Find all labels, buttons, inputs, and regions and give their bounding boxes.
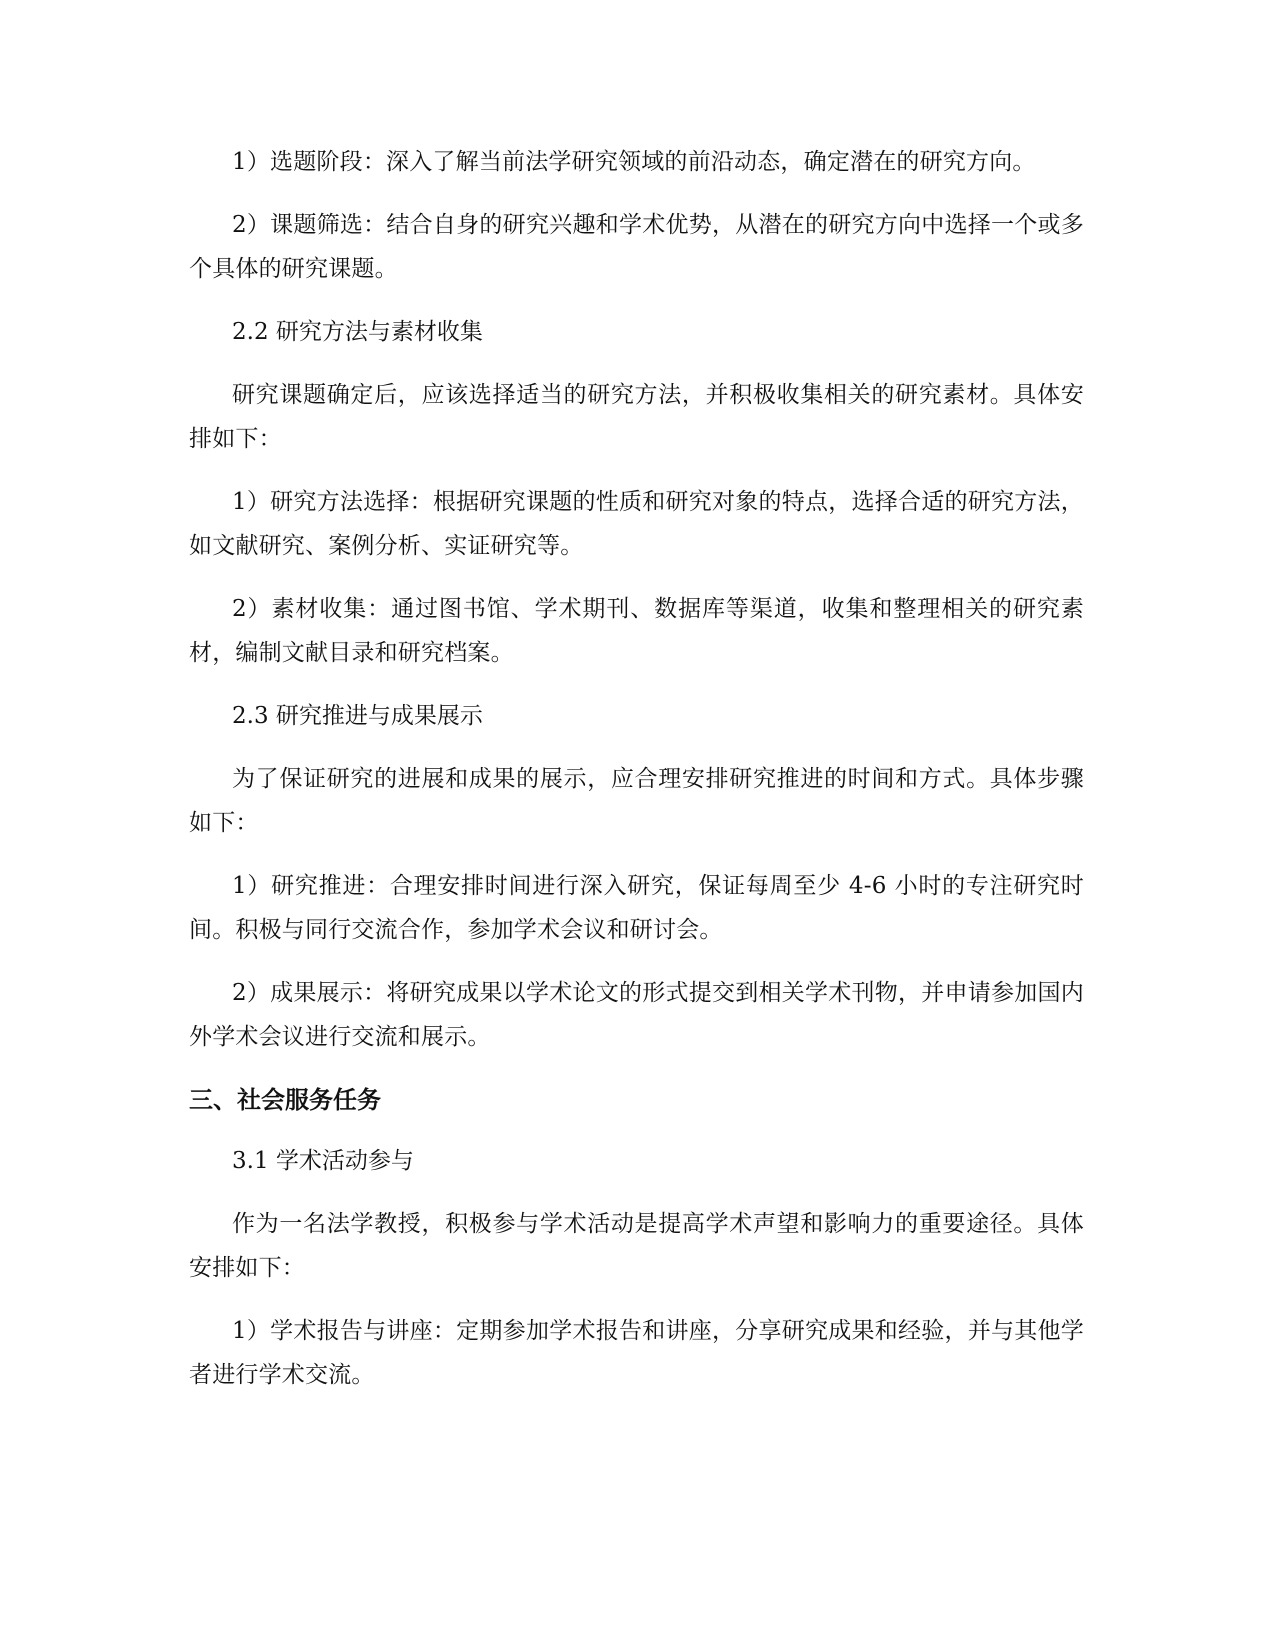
section-heading-3: 三、社会服务任务 <box>189 1086 381 1114</box>
subheading-2-2: 2.2 研究方法与素材收集 <box>232 319 483 345</box>
paragraph-method-intro: 研究课题确定后，应该选择适当的研究方法，并积极收集相关的研究素材。具体安排如下： <box>189 382 1084 452</box>
paragraph-results-presentation: 2）成果展示：将研究成果以学术论文的形式提交到相关学术刊物，并申请参加国内外学术会议进行交流和展示。 <box>189 980 1084 1050</box>
paragraph-research-progress: 1）研究推进：合理安排时间进行深入研究，保证每周至少 4-6 小时的专注研究时间。积极与同行交流合作，参加学术会议和研讨会。 <box>189 873 1084 943</box>
paragraph-topic-selection: 1）选题阶段：深入了解当前法学研究领域的前沿动态，确定潜在的研究方向。 <box>232 149 1036 175</box>
subheading-3-1: 3.1 学术活动参与 <box>232 1148 414 1174</box>
paragraph-material-collection: 2）素材收集：通过图书馆、学术期刊、数据库等渠道，收集和整理相关的研究素材，编制文献目录和研究档案。 <box>189 596 1084 666</box>
paragraph-method-selection: 1）研究方法选择：根据研究课题的性质和研究对象的特点，选择合适的研究方法，如文献研究、案例分析、实证研究等。 <box>189 489 1084 559</box>
document-body <box>189 140 1084 1416</box>
paragraph-academic-reports: 1）学术报告与讲座：定期参加学术报告和讲座，分享研究成果和经验，并与其他学者进行学术交流。 <box>189 1318 1084 1388</box>
subheading-2-3: 2.3 研究推进与成果展示 <box>232 703 483 729</box>
paragraph-topic-screening: 2）课题筛选：结合自身的研究兴趣和学术优势，从潜在的研究方向中选择一个或多个具体的研究课题。 <box>189 212 1084 282</box>
paragraph-academic-activity-intro: 作为一名法学教授，积极参与学术活动是提高学术声望和影响力的重要途径。具体安排如下： <box>189 1211 1084 1281</box>
paragraph-progress-intro: 为了保证研究的进展和成果的展示，应合理安排研究推进的时间和方式。具体步骤如下： <box>189 766 1084 836</box>
